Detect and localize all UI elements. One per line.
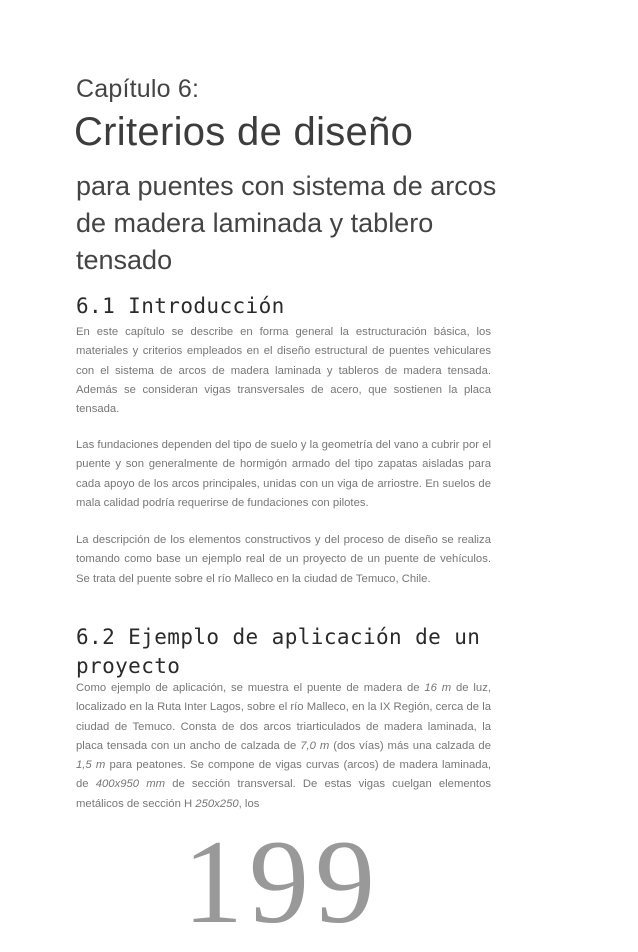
paragraph-intro-1: En este capítulo se describe en forma general la estructuración básica, los materiales y criterios empleados en el diseño estructural de puentes vehiculares con el sistema de arcos de madera laminada y tableros de madera tensada. Además se consideran vigas transversales de acero, que sostienen la placa tensada.	[76, 326, 491, 416]
text-run: (dos vías) más una calzada de	[329, 739, 491, 752]
road-width: 7,0 m	[300, 739, 330, 752]
text-run: para peatones. Se compone de vigas curvas (arcos) de madera laminada, de	[76, 759, 491, 791]
arch-section: 400x950 mm	[95, 778, 166, 791]
text-run: de sección transversal. De estas vigas cuelgan elementos metálicos de sección H	[76, 778, 491, 810]
text-run: Como ejemplo de aplicación, se muestra el puente de madera de	[76, 682, 425, 694]
chapter-label: Capítulo 6:	[76, 75, 200, 103]
paragraph-ejemplo-1	[76, 679, 491, 814]
page-number: 199	[183, 815, 381, 948]
text-run: , los	[238, 797, 260, 810]
paragraph-intro-3: La descripción de los elementos constructivos y del proceso de diseño se realiza tomando como base un ejemplo real de un proyecto de un puente de vehículos. Se trata del puente sobre el río Malleco en la ciudad de Temuco, Chile.	[76, 534, 491, 585]
span-length: 16 m	[424, 682, 452, 694]
paragraph-intro-2: Las fundaciones dependen del tipo de suelo y la geometría del vano a cubrir por el puente y son generalmente de hormigón armado del tipo zapatas aisladas para cada apoyo de los arcos principales, unidas con un viga de arriostre. En suelos de mala calidad podría requerirse de fundaciones con pilotes.	[76, 439, 491, 509]
h-section: 250x250	[195, 797, 239, 810]
chapter-title: Criterios de diseño	[74, 110, 414, 154]
text-run: de luz, localizado en la Ruta Inter Lagos, sobre el río Malleco, en la IX Región, cerca de la ciudad de Temuco. Consta de dos arcos triarticulados de madera laminada, la placa tensada con un ancho de calzada de	[76, 682, 491, 752]
chapter-subtitle: para puentes con sistema de arcos de madera laminada y tablero tensado	[76, 171, 497, 275]
section-heading-introduccion: 6.1 Introducción	[76, 294, 285, 318]
walk-width: 1,5 m	[76, 759, 106, 772]
section-heading-ejemplo: 6.2 Ejemplo de aplicación de un proyecto	[76, 625, 481, 678]
